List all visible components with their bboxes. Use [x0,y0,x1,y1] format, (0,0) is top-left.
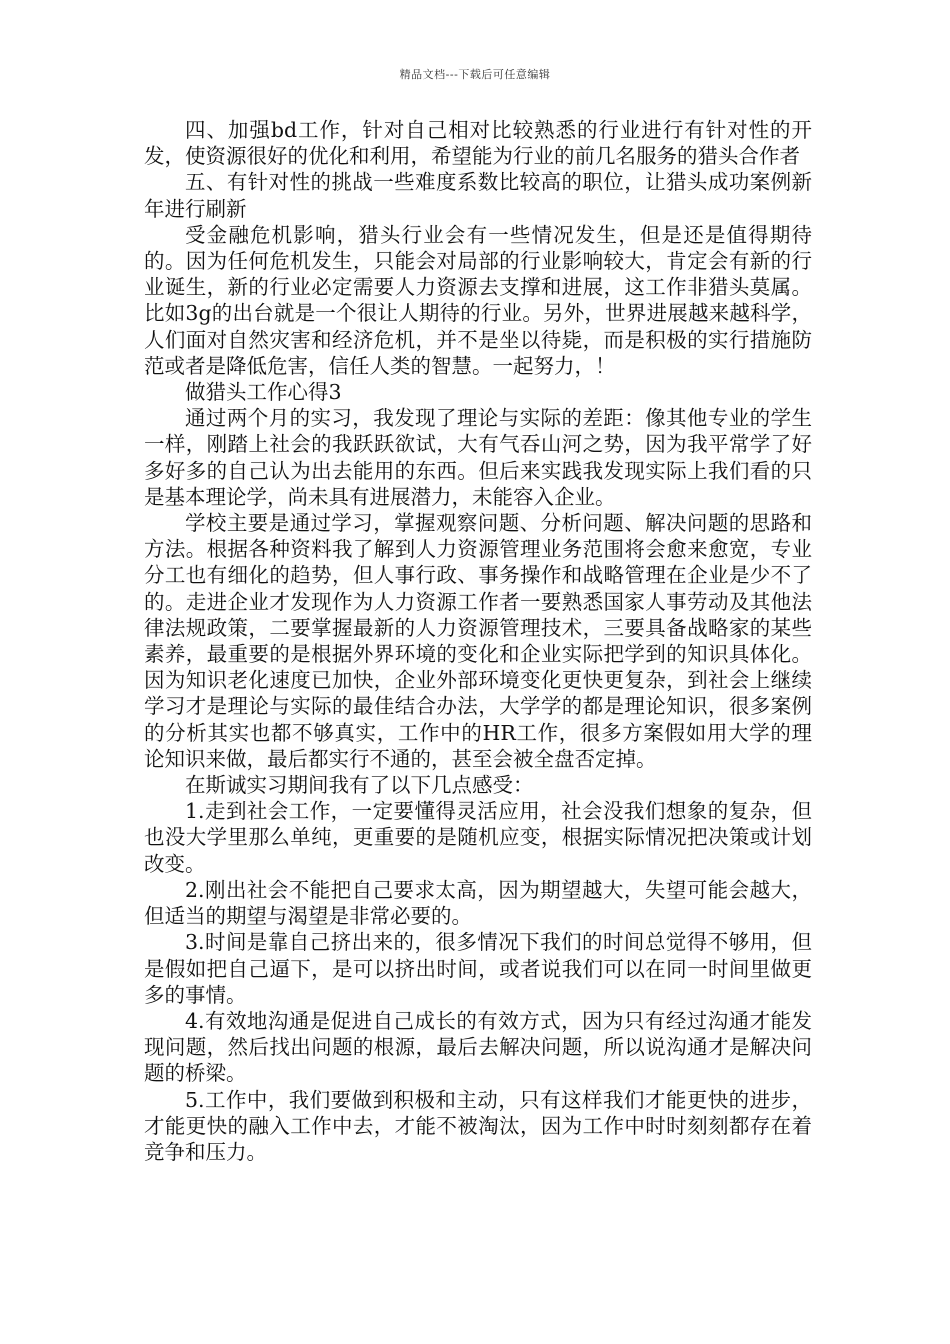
paragraph: 通过两个月的实习，我发现了理论与实际的差距：像其他专业的学生一样，刚踏上社会的我跃跃欲试，大有气吞山河之势，因为我平常学了好多好多的自己认为出去能用的东西。但后来实践我发现实际上我们看的只是基本理论学，尚未具有进展潜力，未能容入企业。 [144,406,812,509]
list-item: 4.有效地沟通是促进自己成长的有效方式，因为只有经过沟通才能发现问题，然后找出问题的根源，最后去解决问题，所以说沟通才是解决问题的桥梁。 [144,1008,812,1086]
paragraph: 四、加强bd工作，针对自己相对比较熟悉的行业进行有针对性的开发，使资源很好的优化和利用，希望能为行业的前几名服务的猎头合作者 [144,118,812,169]
paragraph: 受金融危机影响，猎头行业会有一些情况发生，但是还是值得期待的。因为任何危机发生，只能会对局部的行业影响较大，肯定会有新的行业诞生，新的行业必定需要人力资源去支撑和进展，这工作非猎头莫属。比如3g的出台就是一个很让人期待的行业。另外，世界进展越来越科学，人们面对自然灾害和经济危机，并不是坐以待毙，而是积极的实行措施防范或者是降低危害，信任人类的智慧。一起努力，！ [144,222,812,378]
list-item: 5.工作中，我们要做到积极和主动，只有这样我们才能更快的进步，才能更快的融入工作中去，才能不被淘汰，因为工作中时时刻刻都存在着竞争和压力。 [144,1087,812,1164]
list-item: 1.走到社会工作，一定要懂得灵活应用，社会没我们想象的复杂，但也没大学里那么单纯，更重要的是随机应变，根据实际情况把决策或计划改变。 [144,799,812,876]
paragraph: 学校主要是通过学习，掌握观察问题、分析问题、解决问题的思路和方法。根据各种资料我了解到人力资源管理业务范围将会愈来愈宽，专业分工也有细化的趋势，但人事行政、事务操作和战略管理在企业是少不了的。走进企业才发现作为人力资源工作者一要熟悉国家人事劳动及其他法律法规政策，二要掌握最新的人力资源管理技术，三要具备战略家的某些素养，最重要的是根据外界环境的变化和企业实际把学到的知识具体化。因为知识老化速度已加快，企业外部环境变化更快更复杂，到社会上继续学习才是理论与实际的最佳结合办法，大学学的都是理论知识，很多案例的分析其实也都不够真实，工作中的HR工作，很多方案假如用大学的理论知识来做，最后都实行不通的，甚至会被全盘否定掉。 [144,511,812,771]
list-item: 3.时间是靠自己挤出来的，很多情况下我们的时间总觉得不够用，但是假如把自己逼下，是可以挤出时间，或者说我们可以在同一时间里做更多的事情。 [144,930,812,1007]
section-heading: 做猎头工作心得3 [185,380,342,405]
paragraph: 在斯诚实习期间我有了以下几点感受： [185,773,534,798]
paragraph: 五、有针对性的挑战一些难度系数比较高的职位，让猎头成功案例新年进行刷新 [144,170,812,221]
header-note: 精品文档---下载后可任意编辑 [399,68,551,81]
list-item: 2.刚出社会不能把自己要求太高，因为期望越大，失望可能会越大，但适当的期望与渴望是非常必要的。 [144,877,812,929]
document-body [144,117,812,1165]
